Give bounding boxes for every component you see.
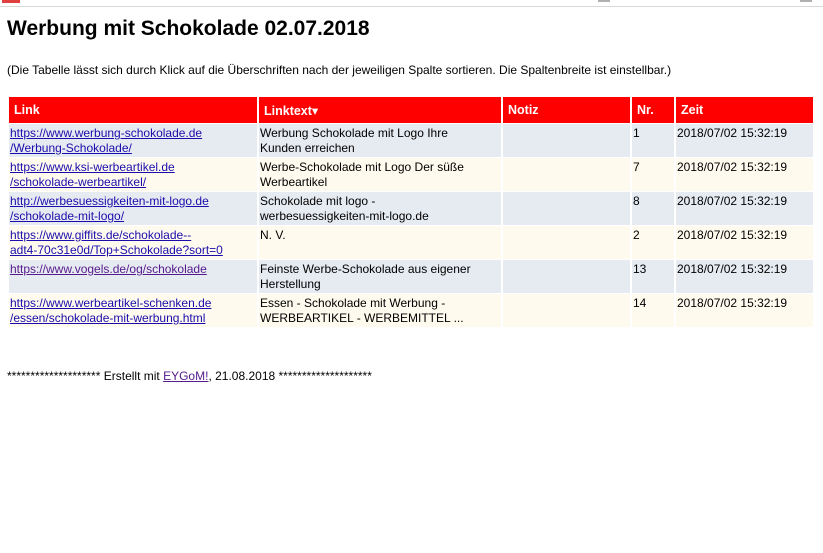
notiz-cell: [503, 192, 630, 225]
linktext-cell: [259, 124, 501, 157]
link-cell: [9, 260, 257, 293]
notiz-cell: [503, 226, 630, 259]
linktext: Werbe-Schokolade mit Logo Der süße: [260, 160, 464, 174]
link-text: http://werbesuessigkeiten-mit-logo.de: [10, 194, 209, 208]
linktext-cell: [259, 158, 501, 191]
linktext-cell: [259, 192, 501, 225]
linktext-cell: [259, 260, 501, 293]
results-table: [7, 96, 815, 328]
tab-edge-mark: [800, 0, 812, 2]
linktext: Feinste Werbe-Schokolade aus eigener: [260, 262, 471, 276]
zeit-cell: 2018/07/02 15:32:19: [676, 226, 813, 259]
link-cell: [9, 124, 257, 157]
nr-cell: 8: [632, 192, 674, 225]
link-text: https://www.vogels.de/og/schokolade: [10, 262, 207, 276]
nr-cell: 14: [632, 294, 674, 327]
result-link[interactable]: [10, 194, 209, 223]
sort-hint: (Die Tabelle lässt sich durch Klick auf die Überschriften nach der jeweiligen Spalte sortieren. Die Spaltenbreite ist einstellbar.): [7, 63, 672, 77]
result-link[interactable]: [10, 262, 207, 276]
column-header-zeit[interactable]: Zeit: [676, 97, 813, 123]
footer-suffix: , 21.08.2018 ********************: [208, 369, 372, 383]
zeit-cell: 2018/07/02 15:32:19: [676, 294, 813, 327]
linktext: N. V.: [260, 228, 286, 242]
linktext: Kunden erreichen: [260, 141, 355, 155]
footer-prefix: ******************** Erstellt mit: [7, 369, 164, 383]
linktext: Schokolade mit logo -: [260, 194, 376, 208]
result-link[interactable]: [10, 228, 223, 257]
linktext: Werbeartikel: [260, 175, 328, 189]
linktext-cell: [259, 226, 501, 259]
table-row: [9, 124, 813, 157]
linktext-cell: [259, 294, 501, 327]
link-cell: [9, 158, 257, 191]
link-text: https://www.giffits.de/schokolade--: [10, 228, 192, 242]
footer: [7, 369, 372, 383]
link-cell: [9, 226, 257, 259]
zeit-cell: 2018/07/02 15:32:19: [676, 124, 813, 157]
table-row: [9, 226, 813, 259]
table-row: [9, 294, 813, 327]
tab-edge-mark: [598, 0, 610, 2]
column-header-notiz[interactable]: Notiz: [503, 97, 630, 123]
nr-cell: 2: [632, 226, 674, 259]
linktext: werbesuessigkeiten-mit-logo.de: [260, 209, 429, 223]
notiz-cell: [503, 158, 630, 191]
link-text: https://www.werbung-schokolade.de: [10, 126, 203, 140]
notiz-cell: [503, 124, 630, 157]
notiz-cell: [503, 260, 630, 293]
result-link[interactable]: [10, 126, 202, 155]
nr-cell: 1: [632, 124, 674, 157]
link-cell: [9, 294, 257, 327]
link-text: /schokolade-mit-logo/: [10, 209, 125, 223]
eygom-link[interactable]: EYGoM!: [163, 369, 209, 383]
zeit-cell: 2018/07/02 15:32:19: [676, 260, 813, 293]
nr-cell: 13: [632, 260, 674, 293]
page-title: Werbung mit Schokolade 02.07.2018: [7, 17, 370, 40]
browser-top-edge: [0, 0, 823, 7]
linktext: Essen - Schokolade mit Werbung -: [260, 296, 446, 310]
linktext: Herstellung: [260, 277, 321, 291]
link-text: /essen/schokolade-mit-werbung.html: [10, 311, 206, 325]
result-link[interactable]: [10, 296, 211, 325]
result-link[interactable]: [10, 160, 175, 189]
zeit-cell: 2018/07/02 15:32:19: [676, 158, 813, 191]
table-row: [9, 260, 813, 293]
column-header-linktext[interactable]: Linktext▾: [259, 97, 501, 123]
link-text: https://www.werbeartikel-schenken.de: [10, 296, 212, 310]
table-header-row: [9, 97, 813, 123]
table-row: [9, 158, 813, 191]
zeit-cell: 2018/07/02 15:32:19: [676, 192, 813, 225]
link-text: https://www.ksi-werbeartikel.de: [10, 160, 175, 174]
linktext: Werbung Schokolade mit Logo Ihre: [260, 126, 448, 140]
notiz-cell: [503, 294, 630, 327]
table-row: [9, 192, 813, 225]
nr-cell: 7: [632, 158, 674, 191]
link-text: adt4-70c31e0d/Top+Schokolade?sort=0: [10, 243, 223, 257]
link-text: /schokolade-werbeartikel/: [10, 175, 147, 189]
link-text: /Werbung-Schokolade/: [10, 141, 132, 155]
linktext: WERBEARTIKEL - WERBEMITTEL ...: [260, 311, 464, 325]
column-header-nr[interactable]: Nr.: [632, 97, 674, 123]
column-header-link[interactable]: Link: [9, 97, 257, 123]
tab-edge-mark: [2, 0, 20, 3]
link-cell: [9, 192, 257, 225]
